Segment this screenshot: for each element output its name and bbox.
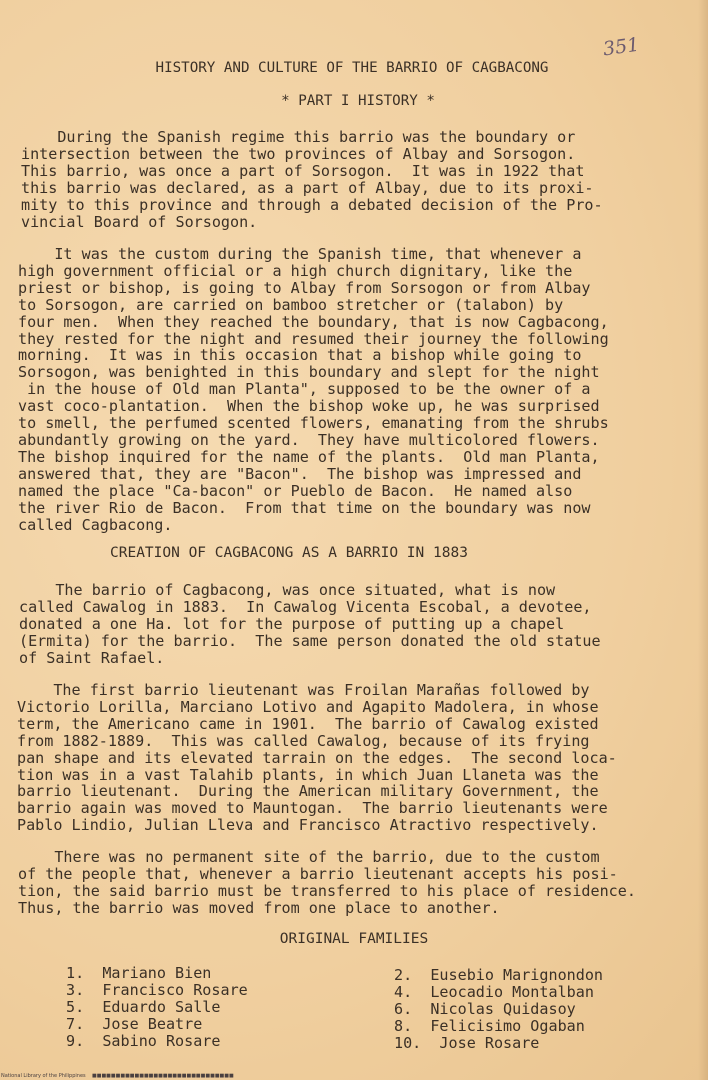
family-item: 7. Jose Beatre: [66, 1015, 203, 1034]
families-list-left: [66, 965, 248, 1050]
handwritten-page-number: 351: [601, 33, 641, 61]
paragraph-no-permanent-site: There was no permanent site of the barrio, due to the custom of the people that, whenever a barrio lieutenant accepts his posi- tion, the said barrio must be transferred to his place of residence. Thus, the barrio was moved from one place to another.: [18, 848, 636, 917]
paragraph-boundary: During the Spanish regime this barrio was the boundary or intersection between the two provinces of Albay and Sorsogon. This barrio, was once a part of Sorsogon. It was in 1922 that this barrio was declared, as a part of Albay, due to its proxi- mity to this province and through a debated decision of the Pro- vincial Board of Sorsogon.: [21, 128, 603, 231]
family-item: 6. Nicolas Quidasoy: [394, 1000, 576, 1019]
family-item: 1. Mariano Bien: [66, 964, 212, 982]
paragraph-custom-bacon: It was the custom during the Spanish time, that whenever a high government official or a high church dignitary, like the priest or bishop, is going to Albay from Sorsogon or from Albay to Sorsogon, are carried on bamboo stretcher or (talabon) by four men. When they reached the boundary, that is now Cagbacong, they rested for the night and resumed their journey the following morning. It was in this occasion that a bishop while going to Sorsogon, was benighted in this boundary and slept for the night in the house of Old man Planta", supposed to be the owner of a vast coco-plantation. When the bishop woke up, he was surprised to smell, the perfumed scented flowers, emanating from the shrubs abundantly growing on the yard. They have multicolored flowers. The bishop inquired for the name of the plants. Old man Planta, answered that, they are "Bacon". The bishop was impressed and named the place "Ca-bacon" or Pueblo de Bacon. He named also the river Rio de Bacon. From that time on the boundary was now called Cagbacong.: [18, 245, 609, 534]
document-title: HISTORY AND CULTURE OF THE BARRIO OF CAGBACONG: [155, 60, 549, 76]
part-heading: * PART I HISTORY *: [281, 93, 435, 109]
paragraph-cawalog: The barrio of Cagbacong, was once situated, what is now called Cawalog in 1883. In Cawalog Vicenta Escobal, a devotee, donated a one Ha. lot for the purpose of putting up a chapel (Ermita) for the barrio. The same person donated the old statue of Saint Rafael.: [19, 581, 601, 667]
family-item: 3. Francisco Rosare: [66, 981, 248, 1000]
section-heading-creation: CREATION OF CAGBACONG AS A BARRIO IN 1883: [110, 545, 468, 561]
scan-footer: National Library of the Philippines ■■■■■■■■■■■■■■■■■■■■■■■■■■■■■■: [1, 1073, 234, 1079]
family-item: 4. Leocadio Montalban: [394, 983, 594, 1002]
family-item: 5. Eduardo Salle: [66, 998, 221, 1017]
page-edge-shadow: [698, 0, 708, 1080]
family-item: 10. Jose Rosare: [394, 1034, 540, 1053]
family-item: 9. Sabino Rosare: [66, 1032, 221, 1051]
family-item: 2. Eusebio Marignondon: [394, 966, 604, 984]
family-item: 8. Felicisimo Ogaban: [394, 1017, 585, 1036]
paragraph-lieutenants: The first barrio lieutenant was Froilan Marañas followed by Victorio Lorilla, Marciano Lotivo and Agapito Madolera, in whose term, the Americano came in 1901. The barrio of Cawalog existed from 1882-1889. This was called Cawalog, because of its frying pan shape and its elevated tarrain on the edges. The second loca- tion was in a vast Talahib plants, in which Juan Llaneta was the barrio lieutenant. During the American military Government, the barrio again was moved to Mauntogan. The barrio lieutenants were Pablo Lindio, Julian Lleva and Francisco Atractivo respectively.: [17, 681, 617, 835]
families-list-right: [394, 967, 603, 1052]
section-heading-families: ORIGINAL FAMILIES: [279, 931, 429, 947]
